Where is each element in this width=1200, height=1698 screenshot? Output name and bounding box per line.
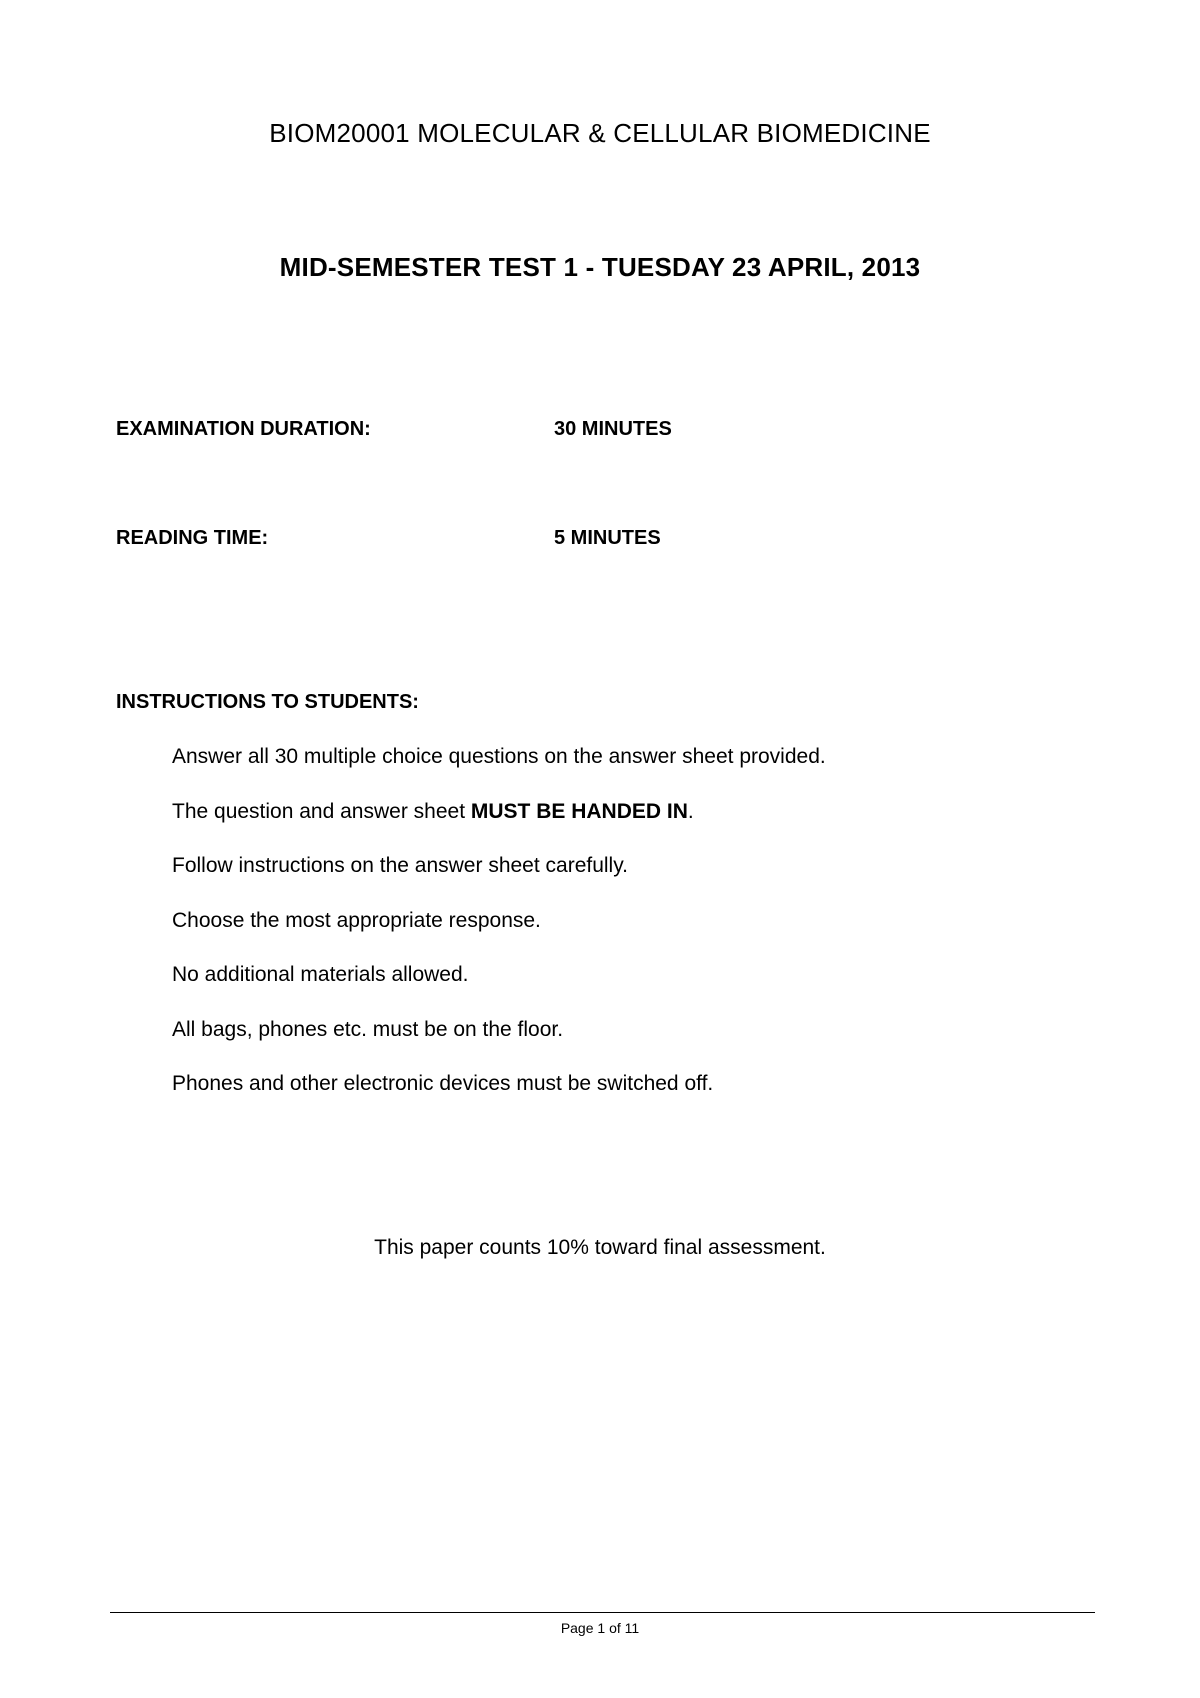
course-title: BIOM20001 MOLECULAR & CELLULAR BIOMEDICINE bbox=[269, 118, 931, 148]
reading-time-label: READING TIME: bbox=[116, 527, 269, 549]
instruction-item-suffix: . bbox=[687, 799, 694, 823]
exam-duration-label: EXAMINATION DURATION: bbox=[116, 418, 371, 440]
instructions-heading: INSTRUCTIONS TO STUDENTS: bbox=[116, 691, 419, 713]
instruction-item-text: The question and answer sheet bbox=[172, 799, 471, 823]
instruction-item: Follow instructions on the answer sheet carefully. bbox=[172, 854, 628, 877]
instruction-item: Choose the most appropriate response. bbox=[172, 908, 541, 932]
instruction-item: No additional materials allowed. bbox=[172, 963, 469, 986]
instruction-item: Phones and other electronic devices must be switched off. bbox=[172, 1072, 714, 1095]
test-title: MID-SEMESTER TEST 1 - TUESDAY 23 APRIL, 2013 bbox=[279, 252, 921, 282]
footer-divider bbox=[110, 1612, 1095, 1613]
assessment-note: This paper counts 10% toward final assessment. bbox=[374, 1236, 826, 1259]
instruction-emphasis: MUST BE HANDED IN bbox=[470, 799, 688, 823]
instruction-item: All bags, phones etc. must be on the floor. bbox=[172, 1017, 564, 1041]
page-number: Page 1 of 11 bbox=[560, 1620, 640, 1636]
reading-time-value: 5 MINUTES bbox=[554, 527, 661, 549]
instructions-list bbox=[172, 745, 826, 1127]
instruction-item bbox=[172, 800, 826, 855]
exam-duration-value: 30 MINUTES bbox=[554, 418, 672, 440]
instruction-item: Answer all 30 multiple choice questions on the answer sheet provided. bbox=[172, 745, 826, 768]
